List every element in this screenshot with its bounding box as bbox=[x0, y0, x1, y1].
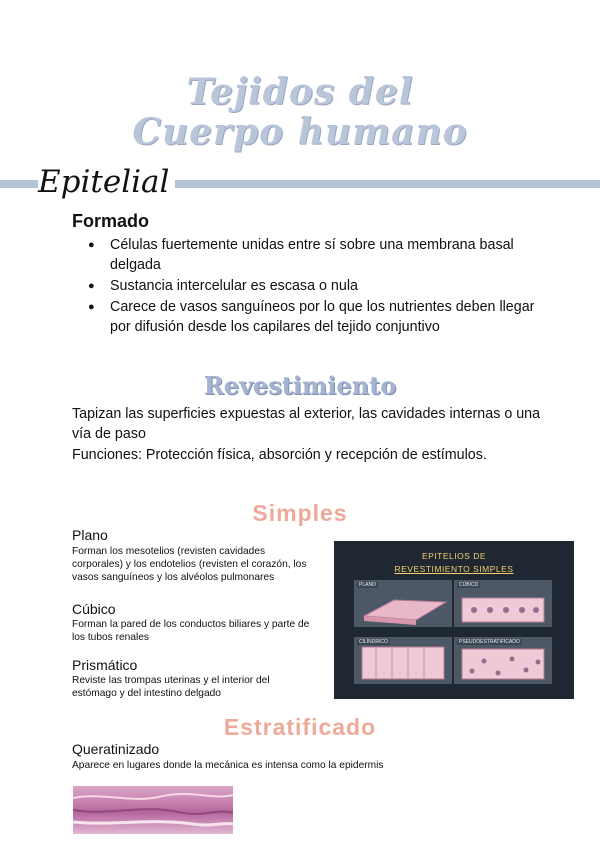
formado-list bbox=[88, 235, 538, 338]
revestimiento-heading: Revestimiento bbox=[203, 371, 397, 400]
keratinized-tissue-image bbox=[73, 786, 233, 834]
plano-desc: Forman los mesotelios (revisten cavidades corporales) y los endotelios (revisten el corazón, los vasos sanguíneos y los alvéolos pulmonares bbox=[72, 546, 307, 583]
panel-label: PSEUDOESTRATIFICADO bbox=[459, 639, 520, 645]
estratificado-heading: Estratificado bbox=[223, 714, 377, 740]
panel-pseudoestratificado bbox=[454, 637, 552, 684]
list-item: ● Células fuertemente unidas entre sí sobre una membrana basal delgada bbox=[88, 235, 538, 275]
prismatico-desc: Reviste las trompas uterinas y el interior del estómago y del intestino delgado bbox=[72, 675, 270, 699]
panel-plano bbox=[354, 580, 452, 627]
formado-heading: Formado bbox=[72, 211, 150, 231]
panel-cubico bbox=[454, 580, 552, 627]
revestimiento-text: Tapizan las superficies expuestas al exterior, las cavidades internas o una vía de paso bbox=[72, 406, 541, 442]
panel-label: CÚBICO bbox=[459, 582, 479, 588]
cubico-title: Cúbico bbox=[72, 601, 116, 617]
figure-title-1: EPITELIOS DE bbox=[421, 551, 487, 561]
title-line-1: Tejidos del bbox=[186, 71, 414, 113]
panel-cilindrico bbox=[354, 637, 452, 684]
histology-micrograph bbox=[73, 786, 233, 834]
queratinizado-title: Queratinizado bbox=[72, 741, 160, 757]
simple-epithelia-figure bbox=[334, 541, 574, 699]
title-line-2: Cuerpo humano bbox=[132, 111, 468, 153]
panel-label: CILÍNDRICO bbox=[359, 639, 388, 645]
panel-label: PLANO bbox=[359, 582, 376, 588]
list-item: ● Carece de vasos sanguíneos por lo que los nutrientes deben llegar por difusión desde los capilares del tejido conjuntivo bbox=[88, 297, 538, 337]
plano-title: Plano bbox=[72, 527, 108, 543]
simples-heading: Simples bbox=[252, 500, 348, 526]
queratinizado-desc: Aparece en lugares donde la mecánica es intensa como la epidermis bbox=[72, 760, 384, 771]
list-item: ● Sustancia intercelular es escasa o nula bbox=[88, 276, 538, 296]
prismatico-title: Prismático bbox=[72, 657, 138, 673]
section-heading: Epitelial bbox=[38, 163, 175, 201]
cubico-desc: Forman la pared de los conductos biliares y parte de los tubos renales bbox=[72, 619, 310, 643]
revestimiento-functions: Funciones: Protección física, absorción y recepción de estímulos. bbox=[72, 447, 487, 463]
figure-title-2: REVESTIMIENTO SIMPLES bbox=[394, 564, 514, 574]
